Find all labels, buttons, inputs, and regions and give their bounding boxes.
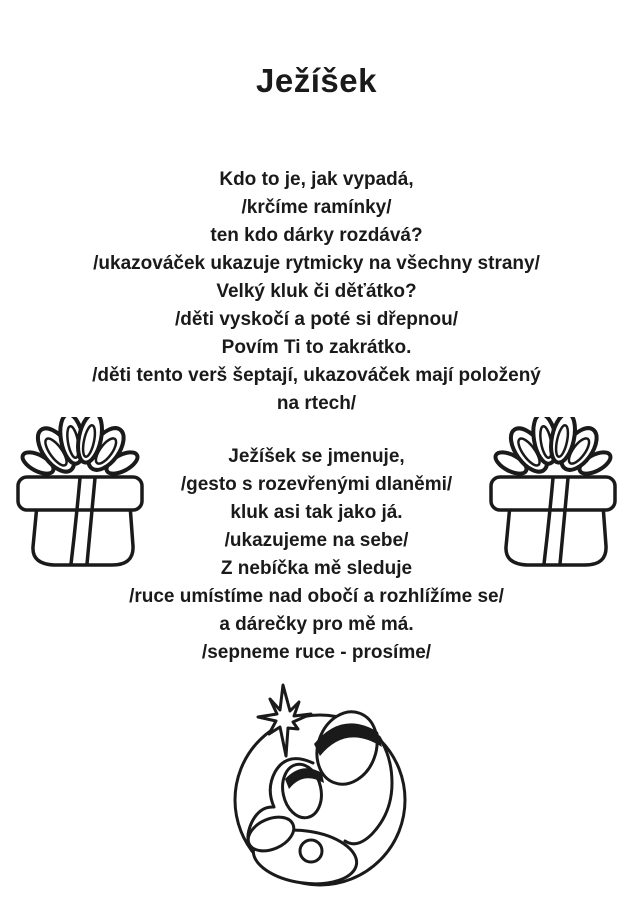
poem-line: /děti vyskočí a poté si dřepnou/: [175, 309, 458, 330]
poem-line: /gesto s rozevřenými dlaněmi/: [180, 474, 453, 495]
poem-line: Kdo to je, jak vypadá,: [219, 169, 414, 190]
gift-box-drawing-right: [483, 417, 623, 572]
poem-line: /ruce umístíme nad obočí a rozhlížíme se/: [129, 586, 504, 607]
poem-line: ten kdo dárky rozdává?: [210, 225, 423, 246]
poem-line: kluk asi tak jako já.: [230, 502, 403, 523]
stanza-1: [0, 166, 633, 418]
poem-line: na rtech/: [276, 393, 357, 414]
poem-line: /sepneme ruce - prosíme/: [201, 642, 432, 663]
poem-line: Z nebíčka mě sleduje: [220, 558, 413, 579]
poem-line: /krčíme ramínky/: [241, 197, 392, 218]
poem-line: Povím Ti to zakrátko.: [221, 337, 412, 358]
nativity-drawing: [225, 678, 420, 893]
poem-line: /ukazujeme na sebe/: [224, 530, 409, 551]
poem-line: /ukazováček ukazuje rytmicky na všechny strany/: [93, 253, 540, 274]
poem-line: a dárečky pro mě má.: [219, 614, 414, 635]
poem-line: Velký kluk či děťátko?: [216, 281, 417, 302]
poem-line: /děti tento verš šeptají, ukazováček mají položený: [92, 365, 541, 386]
poem-line: Ježíšek se jmenuje,: [228, 446, 405, 467]
star-icon: [258, 685, 311, 756]
gift-box-drawing-left: [10, 417, 150, 572]
page-title: Ježíšek: [256, 62, 377, 99]
